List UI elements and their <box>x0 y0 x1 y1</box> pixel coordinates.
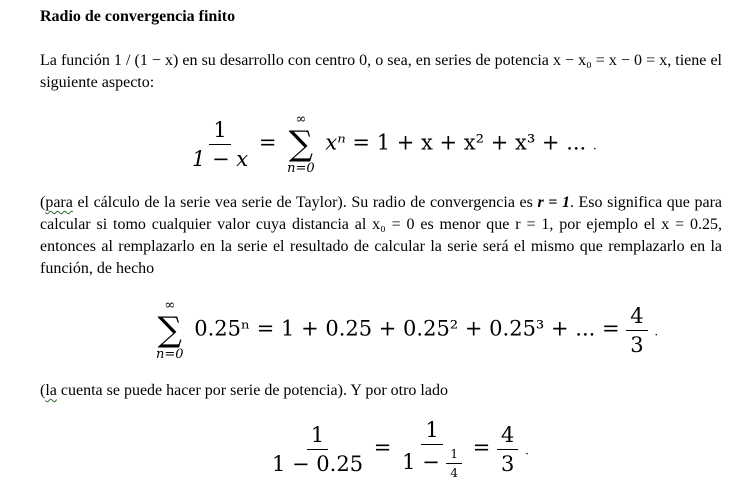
fraction-compound <box>398 418 466 480</box>
fraction-numerator: 4 <box>626 304 647 331</box>
word-la: la <box>45 382 57 399</box>
sum-lower-limit: n=0 <box>156 347 184 362</box>
paragraph-other-side-text: cuenta se puede hacer por serie de potencia). Y por otro lado <box>56 382 448 399</box>
equation-series-evaluation <box>152 298 658 362</box>
sum-upper-limit: ∞ <box>164 298 176 313</box>
summation <box>287 112 315 176</box>
series-expansion: = 1 + x + x² + x³ + ... <box>352 130 587 155</box>
paragraph-radius-continuation: . Eso significa que para calcular si tomo cualquier valor cuya distancia al x₀ = 0 es menor que r = 1, por ejemplo el x = 0.25, entonces al remplazarlo en la serie el resultado de calcular la serie será el mismo que remplazarlo en la función, de hecho <box>40 194 723 277</box>
equation-dot: . <box>525 443 529 458</box>
paragraph-other-side: (la cuenta se puede hacer por serie de potencia). Y por otro lado <box>40 382 448 399</box>
fraction-denominator: 4 <box>450 466 459 480</box>
sum-lower-limit: n=0 <box>287 161 315 176</box>
fraction-four-thirds <box>626 304 647 357</box>
fraction-denominator: 3 <box>630 332 644 357</box>
fraction-numerator: 1 <box>446 447 462 464</box>
sum-symbol: ∑ <box>157 310 182 350</box>
equation-function-evaluation <box>268 418 529 480</box>
series-expansion: = 1 + 0.25 + 0.25² + 0.25³ + ... = <box>256 316 620 341</box>
equals-sign: = <box>258 130 277 155</box>
fraction-denominator: 3 <box>501 451 515 476</box>
fraction-numerator: 4 <box>497 423 518 450</box>
word-para: para <box>45 194 73 211</box>
series-term: 0.25ⁿ <box>194 316 251 341</box>
sum-upper-limit: ∞ <box>295 112 307 127</box>
denominator-left: 1 − <box>402 450 447 474</box>
radius-value: r = 1 <box>537 194 570 211</box>
equation-dot: . <box>654 324 659 339</box>
sum-symbol: ∑ <box>288 124 314 164</box>
paragraph-intro: La función 1 / (1 − x) en su desarrollo con centro 0, o sea, en series de potencia x − x₀ = x − 0 = x, tiene el siguiente aspecto: <box>40 52 722 91</box>
fraction-numerator: 1 <box>307 423 328 450</box>
fraction-denominator: 1 − x <box>192 146 249 171</box>
fraction-four-thirds <box>497 423 518 476</box>
fraction-numerator: 1 <box>421 418 442 445</box>
paragraph-radius: (para el cálculo de la serie vea serie de Taylor). Su radio de convergencia es r = 1. Eso significa que para calcular si tomo cualquier valor cuya distancia al x₀ = 0 es menor que r = 1, por ejemplo el x = 0.25, entonces al remplazarlo en la serie el resultado de calcular la serie será el mismo que remplazarlo en la función, de hecho <box>40 194 723 277</box>
fraction-numerator: 1 <box>209 118 230 145</box>
equation-geometric-series <box>188 112 597 176</box>
fraction-one-over-075 <box>268 423 367 476</box>
paragraph-radius-text: el cálculo de la serie vea serie de Taylor). Su radio de convergencia es <box>72 194 538 211</box>
equals-sign: = <box>373 435 392 460</box>
equals-sign: = <box>472 435 491 460</box>
equation-dot: . <box>592 138 597 153</box>
fraction-one-over-one-minus-x <box>188 118 252 171</box>
series-term: xⁿ <box>325 130 346 155</box>
fraction-denominator: 1 − 0.25 <box>272 451 364 476</box>
section-heading: Radio de convergencia finito <box>40 8 236 25</box>
fraction-denominator <box>398 445 466 480</box>
summation <box>156 298 184 362</box>
fraction-one-quarter <box>446 447 462 480</box>
